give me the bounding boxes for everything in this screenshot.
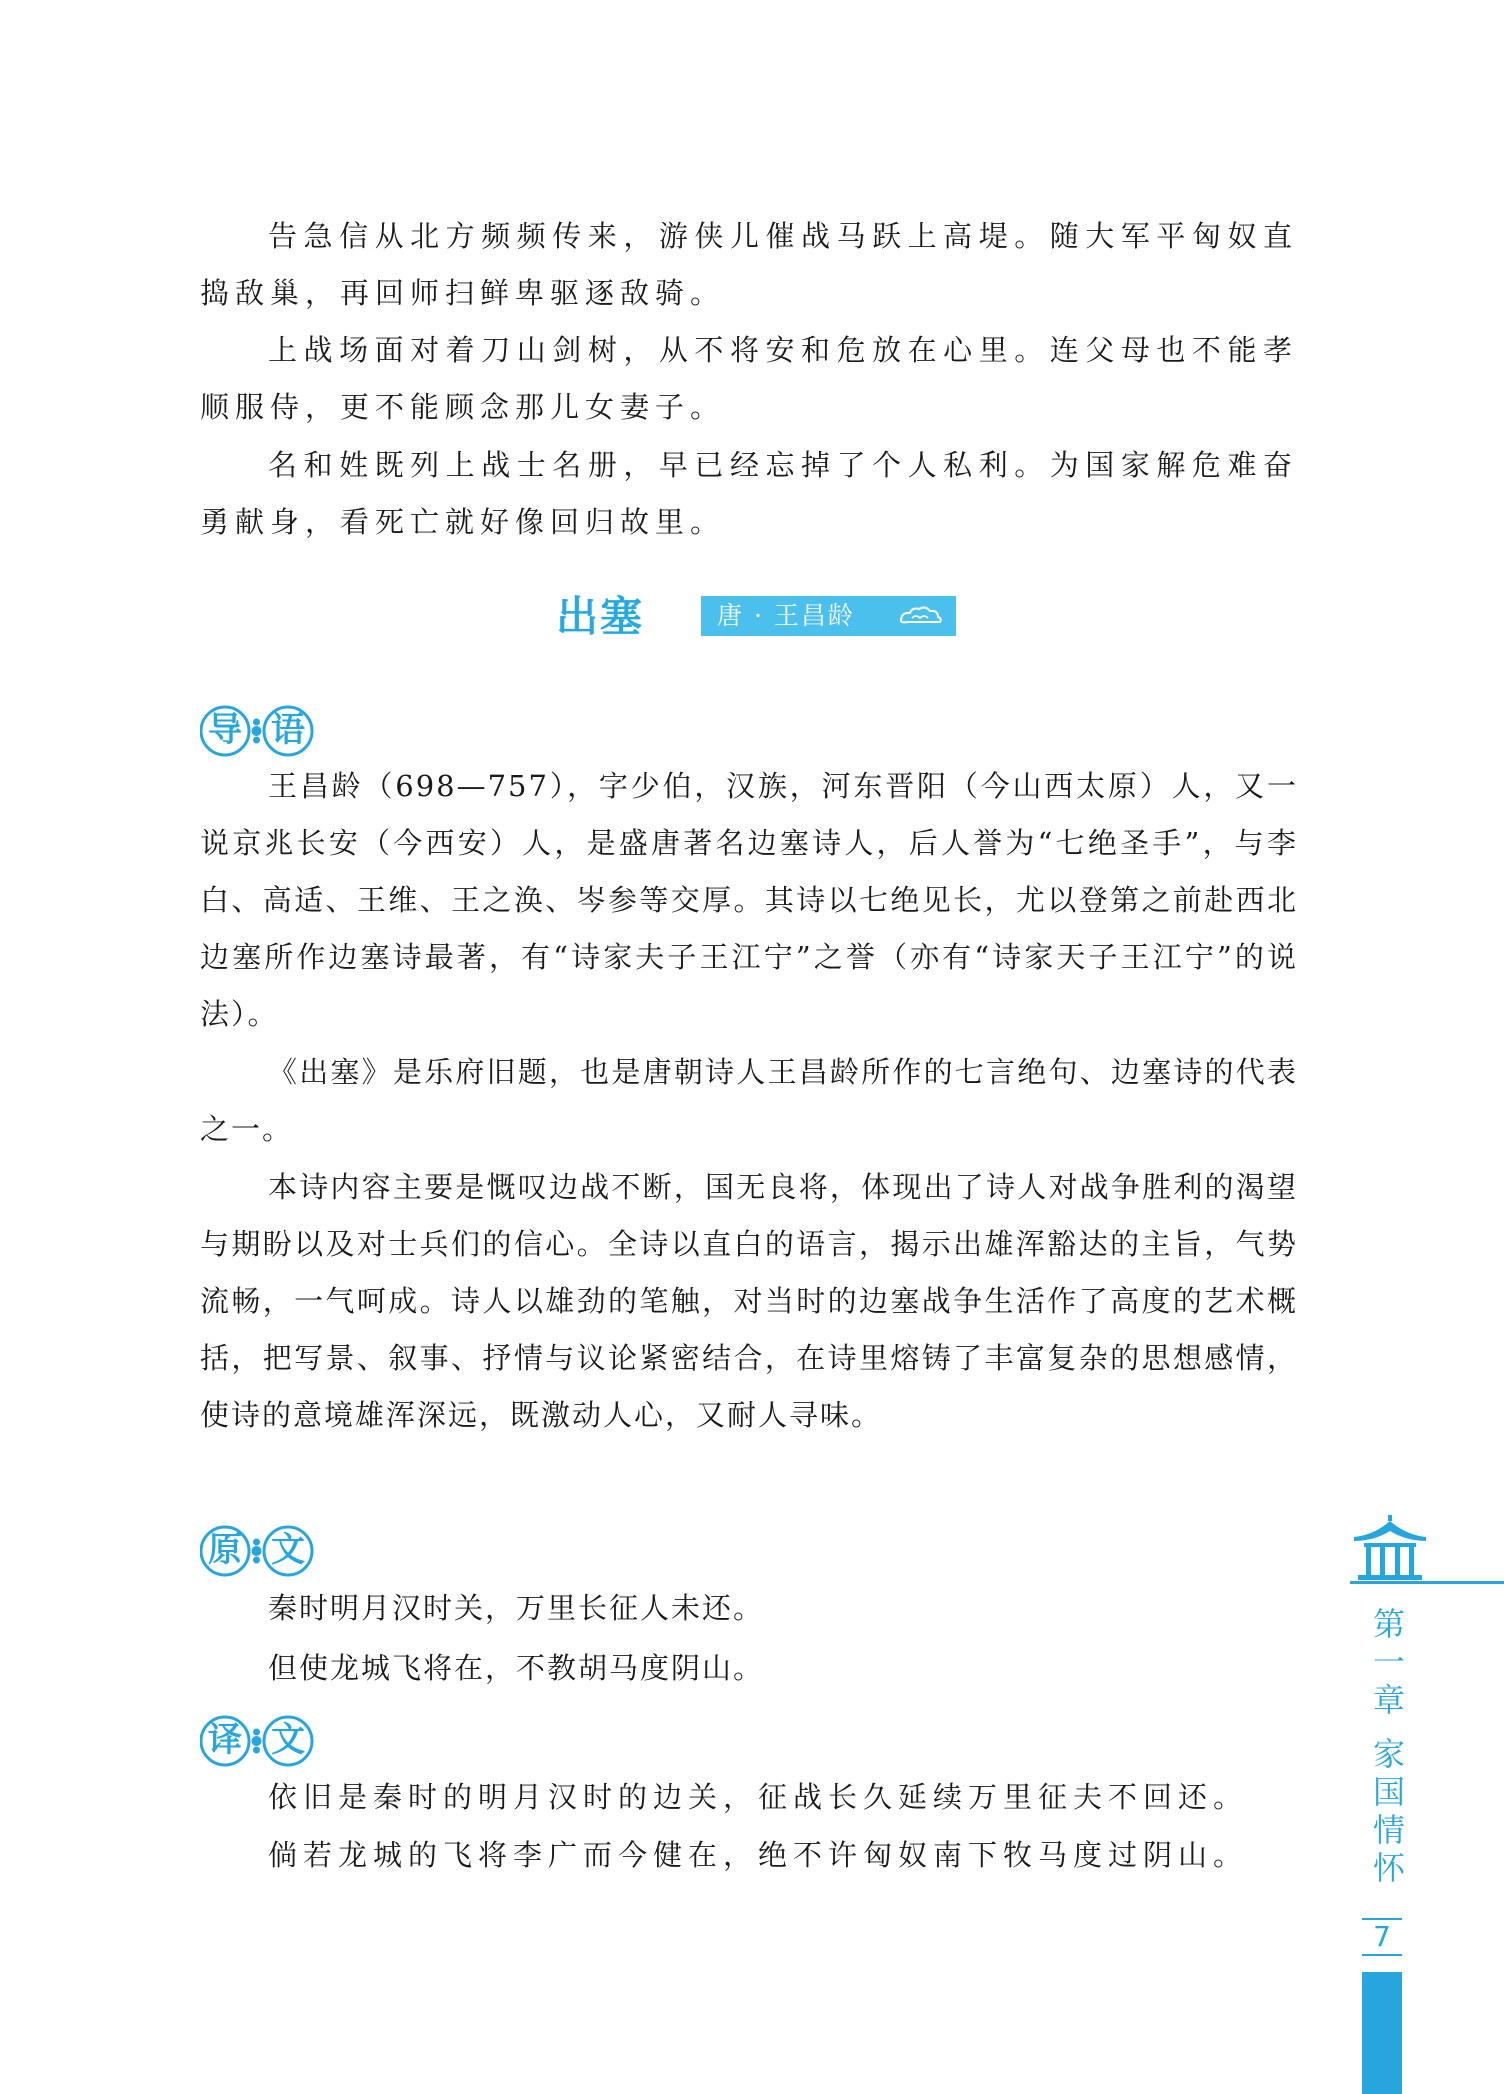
page-edge-bar [1362,1972,1402,2094]
poem-title: 出塞 [556,592,645,641]
section-label-original: 原 文 [200,1522,325,1580]
tab-divider [1350,1581,1504,1584]
original-line-1: 秦时明月汉时关，万里长征人未还。 [268,1591,765,1625]
page-number: 7 [1362,1918,1402,1956]
translation-line-1: 依旧是秦时的明月汉时的边关，征战长久延续万里征夫不回还。 [268,1780,1249,1814]
author-name: 唐 · 王昌龄 [717,601,855,630]
section-label-intro: 导 语 [200,702,325,760]
translation-line-2: 倘若龙城的飞将李广而今健在，绝不许匈奴南下牧马度过阴山。 [268,1838,1249,1872]
cloud-icon [898,605,944,627]
translation-paragraph-2: 上战场面对着刀山剑树，从不将安和危放在心里。连父母也不能孝顺服侍，更不能顾念那儿女妻子。 [200,333,1298,424]
pavilion-icon [1350,1513,1430,1583]
translation-paragraph-1: 告急信从北方频频传来，游侠儿催战马跃上高堤。随大军平匈奴直捣敌巢，再回师扫鲜卑驱逐敌骑。 [200,219,1298,310]
author-badge [701,596,956,636]
chapter-label: 第 一 章 [1372,1605,1405,1719]
intro-paragraph-1: 王昌龄（698—757），字少伯，汉族，河东晋阳（今山西太原）人，又一说京兆长安（今西安）人，是盛唐著名边塞诗人，后人誉为“七绝圣手”，与李白、高适、王维、王之涣、岑参等交厚。其诗以七绝见长，尤以登第之前赴西北边塞所作边塞诗最著，有“诗家夫子王江宁”之誉（亦有“诗家天子王江宁”的说法）。 [200,769,1298,1031]
section-label-translation: 译 文 [200,1712,325,1770]
chapter-theme: 家 国 情 怀 [1372,1735,1405,1887]
intro-paragraph-3: 本诗内容主要是慨叹边战不断，国无良将，体现出了诗人对战争胜利的渴望与期盼以及对士兵们的信心。全诗以直白的语言，揭示出雄浑豁达的主旨，气势流畅，一气呵成。诗人以雄劲的笔触，对当时的边塞战争生活作了高度的艺术概括，把写景、叙事、抒情与议论紧密结合，在诗里熔铸了丰富复杂的思想感情，使诗的意境雄浑深远，既激动人心，又耐人寻味。 [200,1170,1298,1432]
original-line-2: 但使龙城飞将在，不教胡马度阴山。 [268,1651,765,1685]
intro-paragraph-2: 《出塞》是乐府旧题，也是唐朝诗人王昌龄所作的七言绝句、边塞诗的代表之一。 [200,1055,1298,1146]
translation-paragraph-3: 名和姓既列上战士名册，早已经忘掉了个人私利。为国家解危难奋勇献身，看死亡就好像回归故里。 [200,448,1298,539]
